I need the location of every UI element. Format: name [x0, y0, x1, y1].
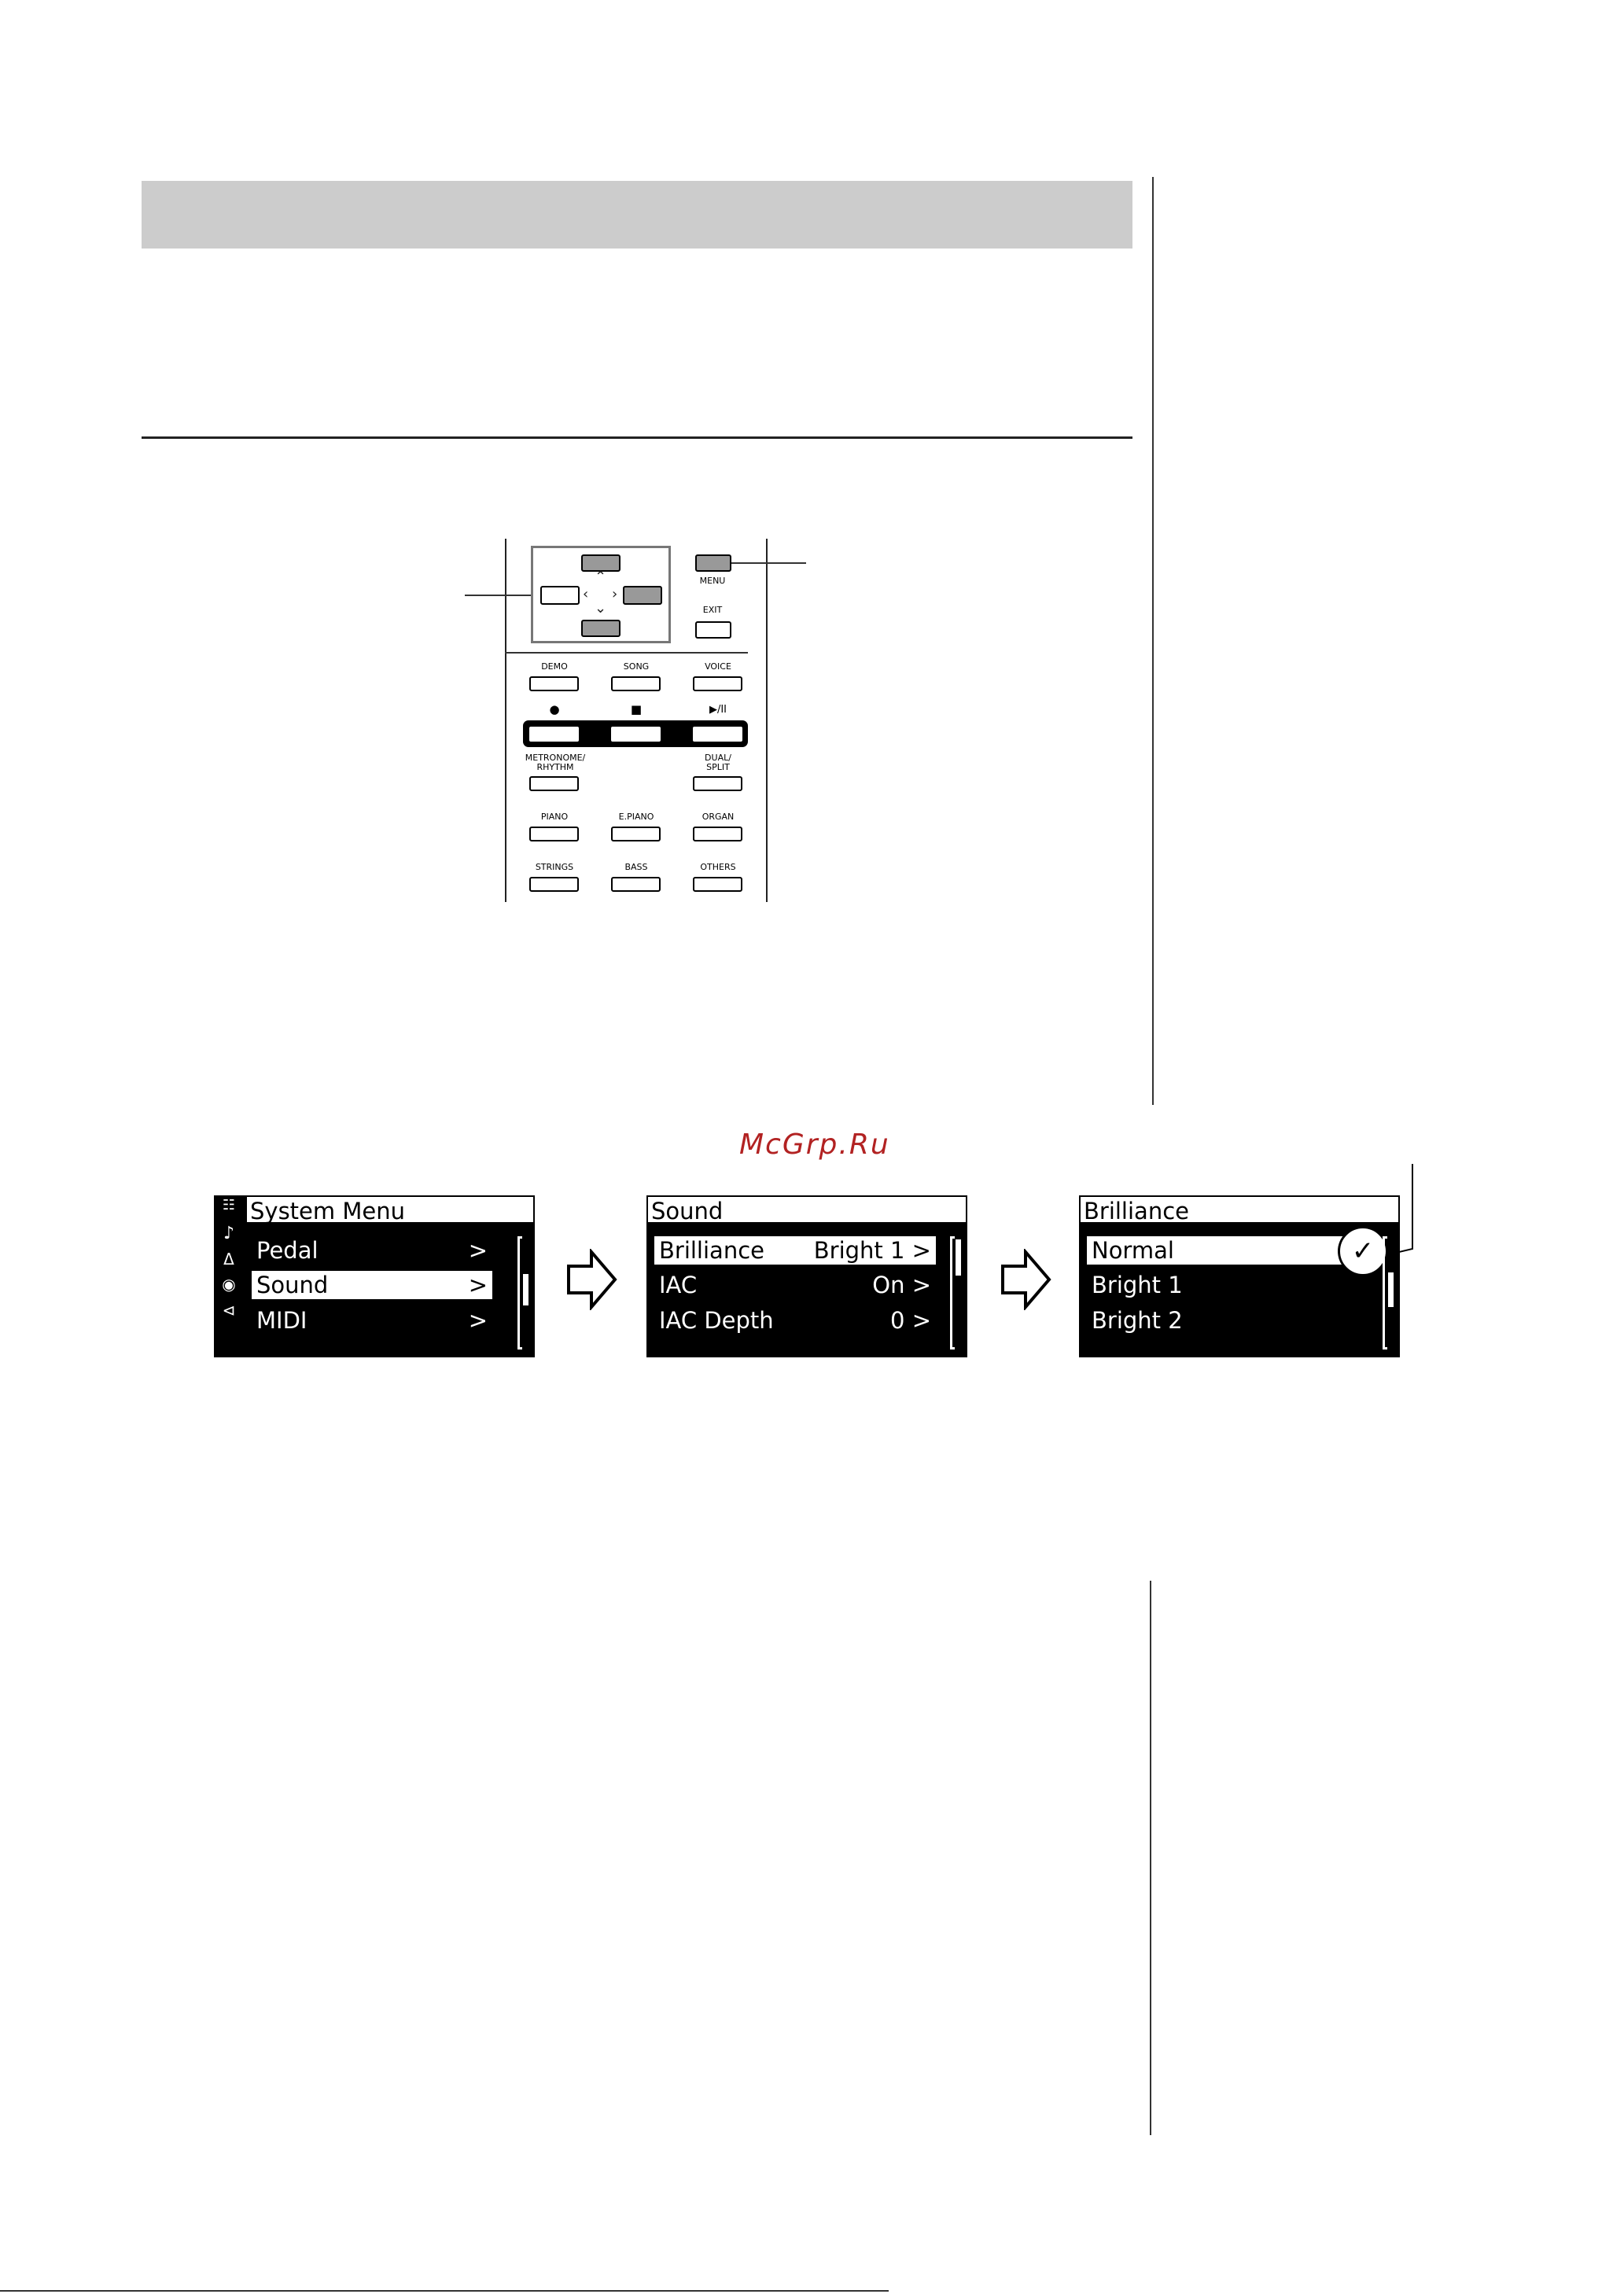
- dual-split-label: DUAL/ SPLIT: [705, 753, 731, 772]
- bass-label: BASS: [624, 862, 648, 872]
- option-row-normal[interactable]: [1087, 1236, 1370, 1265]
- horizontal-rule: [142, 436, 1132, 439]
- menu-row-iac[interactable]: [654, 1271, 936, 1299]
- cursor-right-button[interactable]: [623, 586, 662, 605]
- next-arrow-icon: [1000, 1249, 1052, 1310]
- row-label: Sound: [256, 1272, 329, 1298]
- scroll-bracket: [950, 1236, 955, 1350]
- menu-row-brilliance[interactable]: [654, 1236, 936, 1265]
- song-label: SONG: [623, 661, 650, 672]
- menu-label: MENU: [699, 576, 726, 586]
- demo-button[interactable]: [529, 676, 579, 691]
- lcd-system-menu: [214, 1195, 535, 1357]
- option-row-bright-1[interactable]: [1087, 1271, 1370, 1299]
- next-arrow-icon: [566, 1249, 618, 1310]
- others-label: OTHERS: [700, 862, 736, 872]
- song-note-icon: ♪: [223, 1224, 235, 1243]
- metronome-rhythm-button[interactable]: [529, 776, 579, 791]
- scroll-thumb[interactable]: [523, 1274, 528, 1305]
- metronome-rhythm-label: METRONOME/ RHYTHM: [525, 753, 586, 772]
- footer-rule: [0, 2290, 889, 2292]
- scroll-thumb[interactable]: [1388, 1272, 1394, 1307]
- watermark-text: McGrp.Ru: [739, 1129, 890, 1161]
- piano-button[interactable]: [529, 827, 579, 841]
- menu-icons-column: [214, 1197, 245, 1357]
- row-label: Bright 2: [1092, 1307, 1183, 1334]
- organ-label: ORGAN: [702, 812, 735, 822]
- row-value: >: [468, 1237, 488, 1264]
- panel-separator: [505, 652, 748, 654]
- voice-label: VOICE: [705, 661, 731, 672]
- row-value: 0 >: [890, 1307, 931, 1334]
- chevron-right-icon: ›: [612, 586, 618, 602]
- row-label: IAC: [659, 1272, 698, 1298]
- row-label: Brilliance: [659, 1237, 764, 1264]
- row-label: Pedal: [256, 1237, 319, 1264]
- stop-icon: ■: [630, 702, 643, 716]
- voice-button[interactable]: [693, 676, 742, 691]
- record-icon: ●: [549, 702, 560, 716]
- row-value: Bright 1 >: [813, 1237, 931, 1264]
- row-label: MIDI: [256, 1307, 307, 1334]
- strings-button[interactable]: [529, 877, 579, 892]
- piano-label: PIANO: [540, 812, 569, 822]
- strings-label: STRINGS: [535, 862, 574, 872]
- row-value: >: [468, 1307, 488, 1334]
- checkmark-icon: ✓: [1340, 1228, 1386, 1274]
- screen-title: Brilliance: [1079, 1195, 1400, 1224]
- usb-icon: ⊲: [222, 1301, 236, 1320]
- stop-button[interactable]: [611, 727, 661, 742]
- cursor-down-button[interactable]: [581, 620, 621, 637]
- exit-button[interactable]: [695, 621, 731, 639]
- margin-divider-bottom: [1150, 1581, 1151, 2135]
- lcd-brilliance-menu: [1079, 1195, 1400, 1357]
- menu-row-sound[interactable]: [252, 1271, 492, 1299]
- demo-label: DEMO: [541, 661, 568, 672]
- margin-divider-top: [1152, 177, 1154, 1105]
- screen-title: System Menu: [245, 1195, 535, 1224]
- bass-button[interactable]: [611, 877, 661, 892]
- metronome-icon: Δ: [223, 1250, 234, 1269]
- menu-row-midi[interactable]: [252, 1306, 492, 1335]
- menu-row-pedal[interactable]: [252, 1236, 492, 1265]
- exit-label: EXIT: [702, 605, 723, 615]
- row-label: Bright 1: [1092, 1272, 1183, 1298]
- menu-leader-line: [731, 562, 806, 564]
- organ-button[interactable]: [693, 827, 742, 841]
- row-value: >: [468, 1272, 488, 1298]
- section-header-bar: [142, 181, 1132, 249]
- lcd-sound-menu: [646, 1195, 967, 1357]
- screen-title: Sound: [646, 1195, 967, 1224]
- row-label: IAC Depth: [659, 1307, 774, 1334]
- epiano-label: E.PIANO: [618, 812, 654, 822]
- panel-edge-right: [766, 539, 768, 902]
- dual-split-button[interactable]: [693, 776, 742, 791]
- chevron-left-icon: ‹: [583, 586, 589, 602]
- keyboard-icon: ☷: [222, 1197, 236, 1213]
- play-pause-button[interactable]: [693, 727, 742, 742]
- scroll-bracket: [517, 1236, 522, 1350]
- others-button[interactable]: [693, 877, 742, 892]
- chevron-down-icon: ⌄: [595, 600, 607, 617]
- panel-edge-left: [505, 539, 506, 902]
- menu-button[interactable]: [695, 554, 731, 572]
- cursor-leader-line: [465, 595, 531, 596]
- record-button[interactable]: [529, 727, 579, 742]
- scroll-thumb[interactable]: [956, 1239, 961, 1276]
- song-button[interactable]: [611, 676, 661, 691]
- row-value: On >: [872, 1272, 931, 1298]
- option-row-bright-2[interactable]: [1087, 1306, 1370, 1335]
- epiano-button[interactable]: [611, 827, 661, 841]
- checkmark-leader-line: [1384, 1162, 1416, 1257]
- menu-row-iac-depth[interactable]: [654, 1306, 936, 1335]
- play-pause-icon: ▶/II: [709, 704, 727, 716]
- record-icon: ◉: [222, 1275, 236, 1294]
- row-label: Normal: [1092, 1237, 1174, 1264]
- chevron-up-icon: ⌃: [595, 569, 607, 585]
- cursor-left-button[interactable]: [540, 586, 580, 605]
